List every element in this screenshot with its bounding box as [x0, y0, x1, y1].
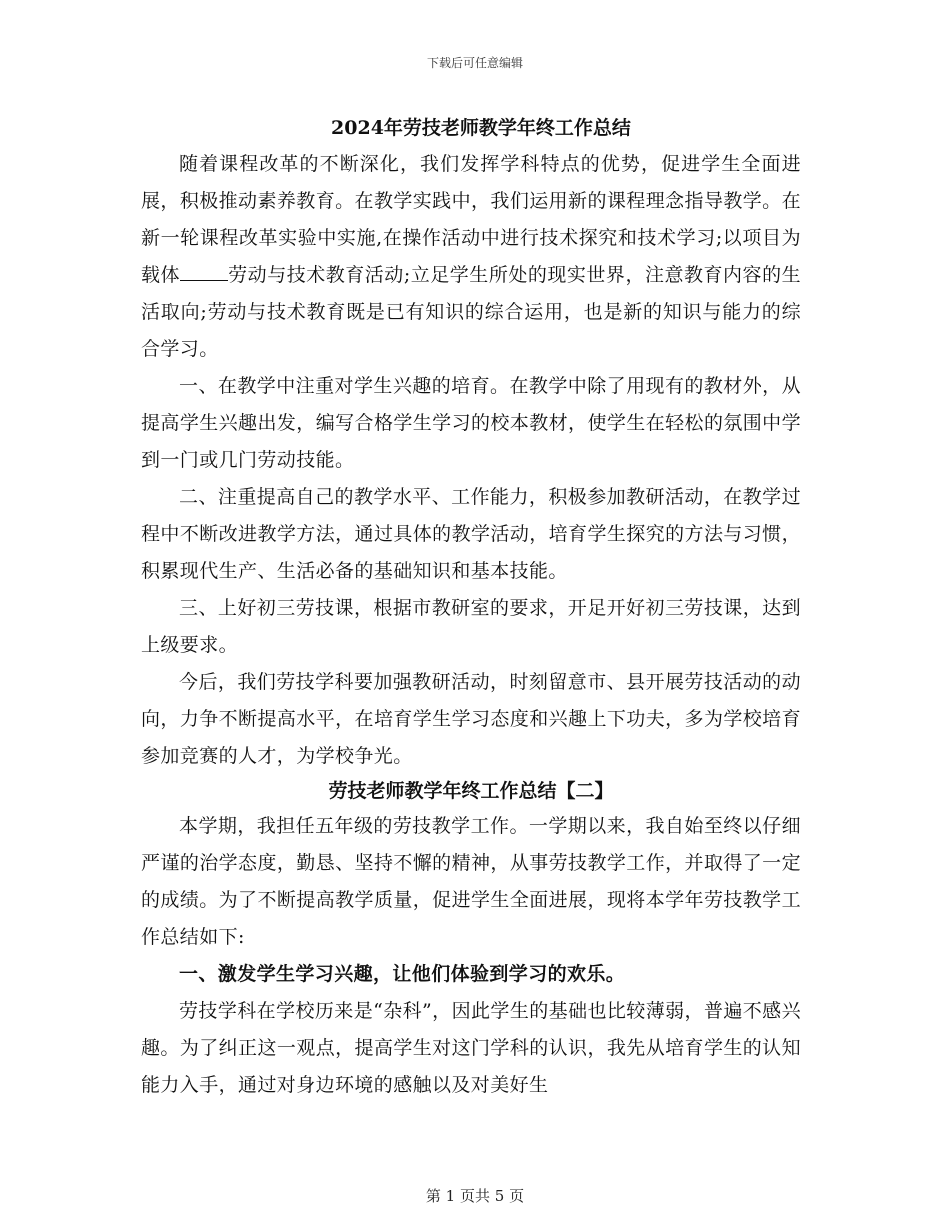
document-title: 2024年劳技老师教学年终工作总结 — [331, 117, 631, 139]
paragraph-intro — [141, 146, 801, 368]
document-body — [141, 112, 801, 1104]
paragraph-outlook: 今后，我们劳技学科要加强教研活动，时刻留意市、县开展劳技活动的动向，力争不断提高水平，在培育学生学习态度和兴趣上下功夫，多为学校培育参加竞赛的人才，为学校争光。 — [141, 671, 801, 767]
paragraph-point-2: 二、注重提高自己的教学水平、工作能力，积极参加教研活动，在教学过程中不断改进教学方法，通过具体的教学活动，培育学生探究的方法与习惯，积累现代生产、生活必备的基础知识和基本技能。 — [141, 486, 801, 582]
paragraph-section2-body: 劳技学科在学校历来是“杂科”，因此学生的基础也比较薄弱，普遍不感兴趣。为了纠正这一观点，提高学生对这门学科的认识，我先从培育学生的认知能力入手，通过对身边环境的感触以及对美好生 — [141, 1000, 801, 1096]
fill-in-blank — [180, 261, 228, 281]
page-header: 下载后可任意编辑 — [426, 56, 523, 70]
paragraph-section2-intro: 本学期，我担任五年级的劳技教学工作。一学期以来，我自始至终以仔细严谨的治学态度，勤恳、坚持不懈的精神，从事劳技教学工作，并取得了一定的成绩。为了不断提高教学质量，促进学生全面进展，现将本学年劳技教学工作总结如下: — [141, 815, 801, 948]
paragraph-point-3: 三、上好初三劳技课，根据市教研室的要求，开足开好初三劳技课，达到上级要求。 — [141, 597, 801, 656]
section2-heading-1: 一、激发学生学习兴趣，让他们体验到学习的欢乐。 — [179, 963, 626, 985]
page-footer: 第 1 页共 5 页 — [425, 1187, 525, 1205]
paragraph-intro-continuation: 劳动与技术教育活动;立足学生所处的现实世界，注意教育内容的生活取向;劳动与技术教育既是已有知识的综合运用，也是新的知识与能力的综合学习。 — [141, 264, 801, 360]
section-subtitle: 劳技老师教学年终工作总结【二】 — [328, 780, 614, 802]
paragraph-point-1: 一、在教学中注重对学生兴趣的培育。在教学中除了用现有的教材外，从提高学生兴趣出发，编写合格学生学习的校本教材，使学生在轻松的氛围中学到一门或几门劳动技能。 — [141, 375, 801, 471]
paragraph-intro-text: 随着课程改革的不断深化，我们发挥学科特点的优势，促进学生全面进展，积极推动素养教育。在教学实践中，我们运用新的课程理念指导教学。在新一轮课程改革实验中实施,在操作活动中进行技术探究和技术学习;以项目为载体 — [141, 153, 801, 286]
